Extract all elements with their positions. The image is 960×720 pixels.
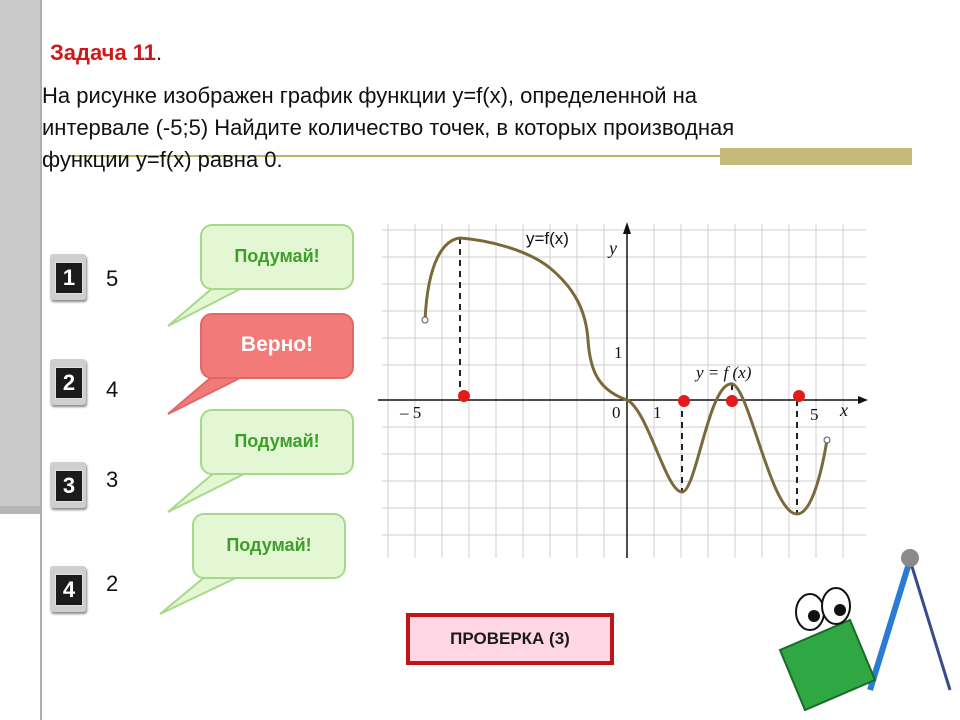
critical-point [793,390,805,402]
feedback-bubble-3: Подумай! [200,409,354,475]
feedback-bubble-2: Верно! [200,313,354,379]
feedback-bubble-4: Подумай! [192,513,346,579]
option-number-2: 2 [55,367,83,399]
task-title-label: Задача 11 [50,40,157,65]
critical-point [458,390,470,402]
y-axis-label: y [609,238,617,258]
option-answer-4: 2 [106,571,119,596]
bubble-tail-4 [160,576,240,614]
bubble-tail-2 [168,374,248,414]
problem-statement: На рисунке изображен график функции y=f(x), определенной на интервале (-5;5) Найдите количество точек, в которых производная функции y=f(x) равна 0. [42,83,735,172]
bubble-tail-3 [168,472,248,512]
critical-point [726,395,738,407]
compass-icon [870,549,950,690]
option-number-4: 4 [55,574,83,606]
open-endpoint-right [824,437,830,443]
tick-label-five: 5 [810,405,819,424]
check-button[interactable]: ПРОВЕРКА (3) [406,613,614,665]
task-title-dot: . [156,40,163,65]
critical-point [678,395,690,407]
open-endpoint-left [422,317,428,323]
tick-label-one-y: 1 [614,343,623,362]
option-answer-1: 5 [106,266,119,291]
formula-label: y = f (x) [696,363,752,382]
book-character-icon [780,588,875,710]
curve-label: y=f(x) [526,229,569,248]
tick-label-one-x: 1 [653,403,662,422]
option-answer-3: 3 [106,467,119,492]
x-axis-label: x [840,400,848,420]
option-answer-2: 4 [106,377,119,402]
function-graph [378,220,868,560]
mascot-illustration [760,540,960,720]
option-number-3: 3 [55,470,83,502]
tick-label-zero: 0 [612,403,621,422]
option-number-1: 1 [55,262,83,294]
tick-label-neg5: – 5 [400,403,422,422]
feedback-bubble-1: Подумай! [200,224,354,290]
